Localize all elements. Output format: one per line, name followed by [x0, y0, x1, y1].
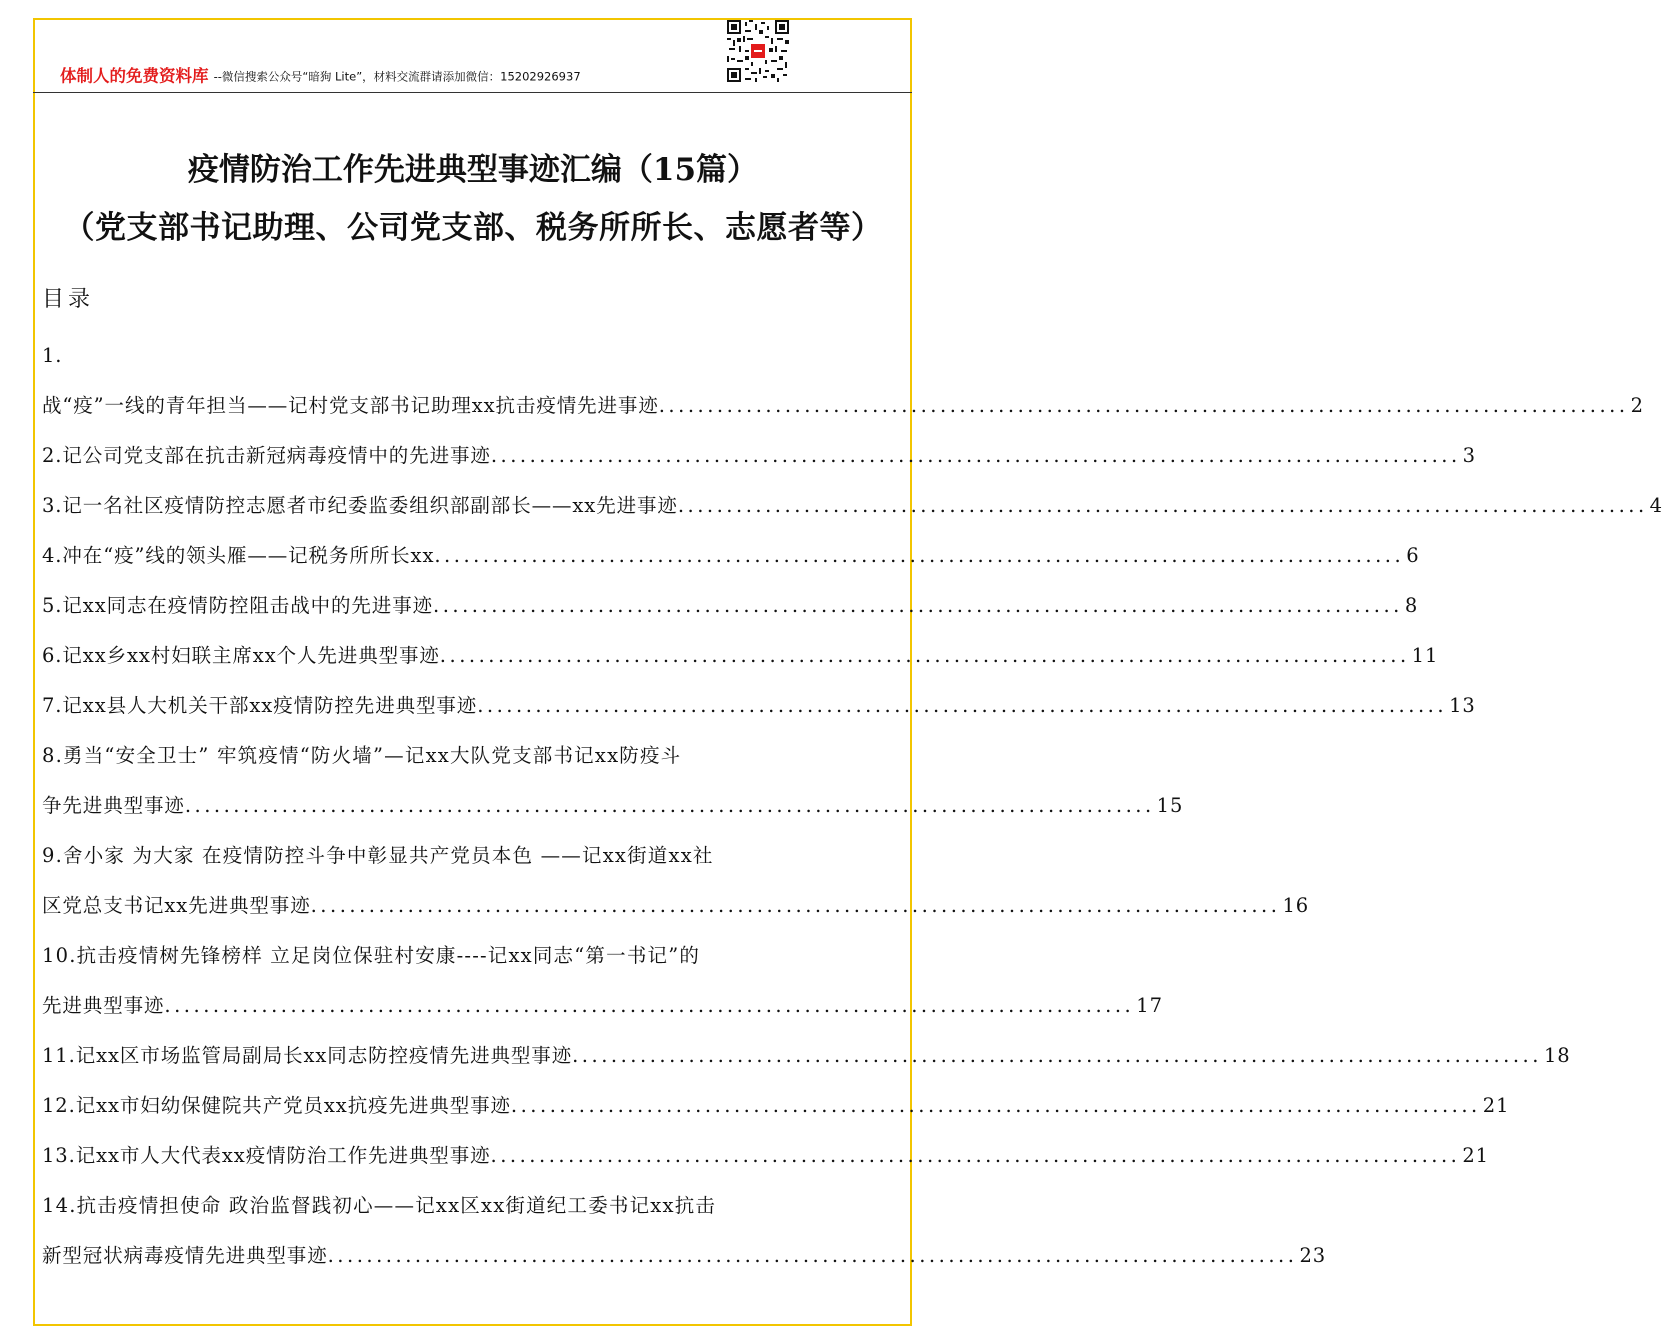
toc-entry-text: 2.记公司党支部在抗击新冠病毒疫情中的先进事迹 [42, 444, 491, 467]
toc-leader: .................................................................................................... [677, 494, 1648, 517]
toc-entry-14-first-line[interactable]: 14.抗击疫情担使命 政治监督践初心——记xx区xx街道纪工委书记xx抗击 [42, 1194, 717, 1217]
toc-entry-text: 13.记xx市人大代表xx疫情防治工作先进典型事迹 [42, 1144, 491, 1167]
toc-page-number: 6 [1406, 544, 1420, 567]
toc-entry-8[interactable] [42, 786, 1184, 836]
toc-entry-9-first-line[interactable]: 9.舍小家 为大家 在疫情防控斗争中彰显共产党员本色 ——记xx街道xx社 [42, 844, 714, 867]
toc-entry-1[interactable] [42, 386, 1644, 436]
toc-entry-4[interactable] [42, 536, 1420, 586]
toc-entry-text: 先进典型事迹 [42, 994, 165, 1017]
toc-page-number: 3 [1462, 444, 1476, 467]
toc-page-number: 21 [1462, 1144, 1489, 1167]
toc-leader: .................................................................................................... [439, 644, 1410, 667]
toc-entry-5[interactable] [42, 586, 1419, 636]
toc-page-number: 2 [1630, 394, 1644, 417]
toc-leader: .................................................................................................... [658, 394, 1629, 417]
toc-entry-6[interactable] [42, 636, 1439, 686]
table-of-contents [42, 336, 1663, 1286]
toc-entry-3[interactable] [42, 486, 1663, 536]
header-note: --微信搜索公众号“暗狗 Lite”，材料交流群请添加微信：15202926937 [213, 69, 581, 84]
toc-entry-2[interactable] [42, 436, 1476, 486]
toc-entry-10[interactable] [42, 986, 1163, 1036]
brand-name: 体制人的免费资料库 [60, 66, 209, 86]
toc-entry-text: 7.记xx县人大机关干部xx疫情防控先进典型事迹 [42, 694, 478, 717]
toc-page-number: 15 [1156, 794, 1184, 817]
toc-page-number: 4 [1649, 494, 1663, 517]
toc-entry-text: 区党总支书记xx先进典型事迹 [42, 894, 311, 917]
toc-leader: .................................................................................................... [572, 1044, 1542, 1067]
qr-code-icon [727, 20, 789, 82]
toc-leader: .................................................................................................... [490, 1144, 1461, 1167]
toc-leader: .................................................................................................... [490, 444, 1461, 467]
toc-entry-8-first-line[interactable]: 8.勇当“安全卫士” 牢筑疫情“防火墙”—记xx大队党支部书记xx防疫斗 [42, 744, 682, 767]
toc-entry-text: 新型冠状病毒疫情先进典型事迹 [42, 1244, 328, 1267]
toc-entry-9[interactable] [42, 886, 1310, 936]
header-rule [33, 92, 912, 93]
toc-entry-12[interactable] [42, 1086, 1510, 1136]
toc-page-number: 13 [1449, 694, 1476, 717]
toc-page-number: 16 [1282, 894, 1310, 917]
toc-leader: .................................................................................................... [310, 894, 1281, 917]
toc-page-number: 17 [1136, 994, 1163, 1017]
toc-entry-text: 6.记xx乡xx村妇联主席xx个人先进典型事迹 [42, 644, 440, 667]
toc-leader: .................................................................................................... [510, 1094, 1481, 1117]
toc-page-number: 11 [1411, 644, 1439, 667]
toc-entry-11[interactable] [42, 1036, 1571, 1086]
toc-leader: .................................................................................................... [164, 994, 1135, 1017]
document-title: 疫情防治工作先进典型事迹汇编（15篇） [187, 152, 759, 188]
toc-page-number: 8 [1404, 594, 1419, 617]
toc-entry-14[interactable] [42, 1236, 1327, 1286]
toc-page-number: 21 [1482, 1094, 1510, 1117]
toc-entry-text: 5.记xx同志在疫情防控阻击战中的先进事迹 [42, 594, 433, 617]
toc-page-number: 23 [1299, 1244, 1327, 1267]
toc-entry-1-number: 1. [42, 344, 63, 367]
toc-entry-text: 11.记xx区市场监管局副局长xx同志防控疫情先进典型事迹 [42, 1044, 573, 1067]
toc-leader: .................................................................................................... [327, 1244, 1298, 1267]
toc-heading: 目录 [42, 287, 95, 312]
toc-entry-text: 12.记xx市妇幼保健院共产党员xx抗疫先进典型事迹 [42, 1094, 511, 1117]
toc-leader: .................................................................................................... [477, 694, 1448, 717]
toc-entry-10-first-line[interactable]: 10.抗击疫情树先锋榜样 立足岗位保驻村安康----记xx同志“第一书记”的 [42, 944, 701, 967]
toc-entry-text: 4.冲在“疫”线的领头雁——记税务所所长xx [42, 544, 435, 567]
header-banner [60, 64, 740, 89]
toc-entry-13[interactable] [42, 1136, 1489, 1186]
toc-page-number: 18 [1543, 1044, 1571, 1067]
document-subtitle: （党支部书记助理、公司党支部、税务所所长、志愿者等） [63, 210, 883, 246]
toc-entry-text: 战“疫”一线的青年担当——记村党支部书记助理xx抗击疫情先进事迹 [42, 394, 659, 417]
toc-leader: .................................................................................................... [433, 594, 1403, 617]
toc-leader: .................................................................................................... [184, 794, 1155, 817]
toc-entry-text: 争先进典型事迹 [42, 794, 185, 817]
toc-entry-text: 3.记一名社区疫情防控志愿者市纪委监委组织部副部长——xx先进事迹 [42, 494, 678, 517]
toc-entry-7[interactable] [42, 686, 1476, 736]
toc-leader: .................................................................................................... [434, 544, 1405, 567]
